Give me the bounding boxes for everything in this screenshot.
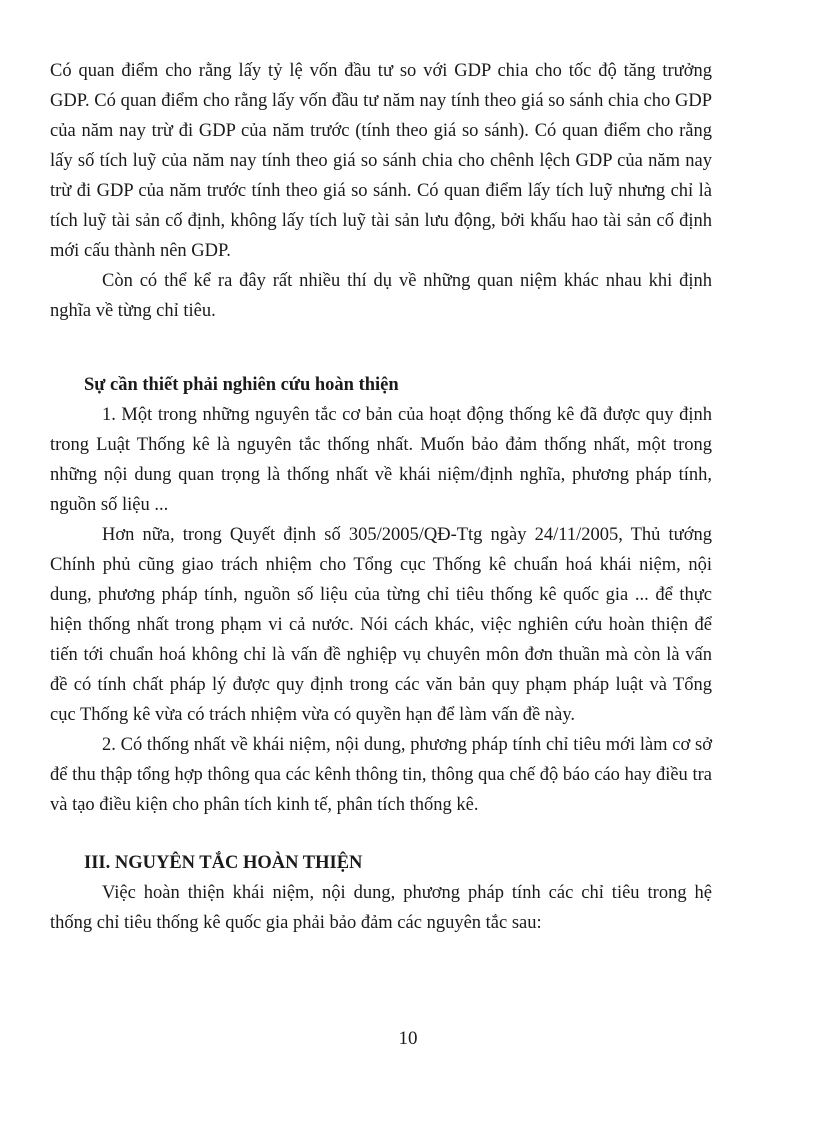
paragraph-principles-intro: Việc hoàn thiện khái niệm, nội dung, phương pháp tính các chỉ tiêu trong hệ thống chỉ tiêu thống kê quốc gia phải bảo đảm các nguyên tắc sau: [50,883,712,933]
paragraph-examples: Còn có thể kể ra đây rất nhiều thí dụ về những quan niệm khác nhau khi định nghĩa về từng chỉ tiêu. [50,271,712,321]
document-page [50,56,712,938]
subheading-necessity: Sự cần thiết phải nghiên cứu hoàn thiện [84,375,399,395]
section-heading-principles: III. NGUYÊN TẮC HOÀN THIỆN [84,853,363,873]
paragraph-viewpoints: Có quan điểm cho rằng lấy tỷ lệ vốn đầu tư so với GDP chia cho tốc độ tăng trưởng GDP. Có quan điểm cho rằng lấy vốn đầu tư năm nay tính theo giá so sánh chia cho GDP của năm nay trừ đi GDP của năm trước (tính theo giá so sánh). Có quan điểm cho rằng lấy số tích luỹ của năm nay tính theo giá so sánh chia cho chênh lệch GDP của năm nay trừ đi GDP của năm trước tính theo giá so sánh. Có quan điểm lấy tích luỹ nhưng chỉ là tích luỹ tài sản cố định, không lấy tích luỹ tài sản lưu động, bởi khấu hao tài sản cố định mới cấu thành nên GDP. [50,61,712,261]
paragraph-unified-concepts: 2. Có thống nhất về khái niệm, nội dung, phương pháp tính chỉ tiêu mới làm cơ sở để thu thập tổng hợp thông qua các kênh thông tin, thông qua chế độ báo cáo hay điều tra và tạo điều kiện cho phân tích kinh tế, phân tích thống kê. [50,735,712,815]
paragraph-decision-305: Hơn nữa, trong Quyết định số 305/2005/QĐ-Ttg ngày 24/11/2005, Thủ tướng Chính phủ cũng giao trách nhiệm cho Tổng cục Thống kê chuẩn hoá khái niệm, nội dung, phương pháp tính, nguồn số liệu của từng chỉ tiêu thống kê quốc gia ... để thực hiện thống nhất trong phạm vi cả nước. Nói cách khác, việc nghiên cứu hoàn thiện để tiến tới chuẩn hoá không chỉ là vấn đề nghiệp vụ chuyên môn đơn thuần mà còn là vấn đề có tính chất pháp lý được quy định trong các văn bản quy phạm pháp luật và Tổng cục Thống kê vừa có trách nhiệm vừa có quyền hạn để làm vấn đề này. [50,525,712,725]
paragraph-principle-unity: 1. Một trong những nguyên tắc cơ bản của hoạt động thống kê đã được quy định trong Luật Thống kê là nguyên tắc thống nhất. Muốn bảo đảm thống nhất, một trong những nội dung quan trọng là thống nhất về khái niệm/định nghĩa, phương pháp tính, nguồn số liệu ... [50,405,712,515]
page-number: 10 [398,1028,418,1049]
